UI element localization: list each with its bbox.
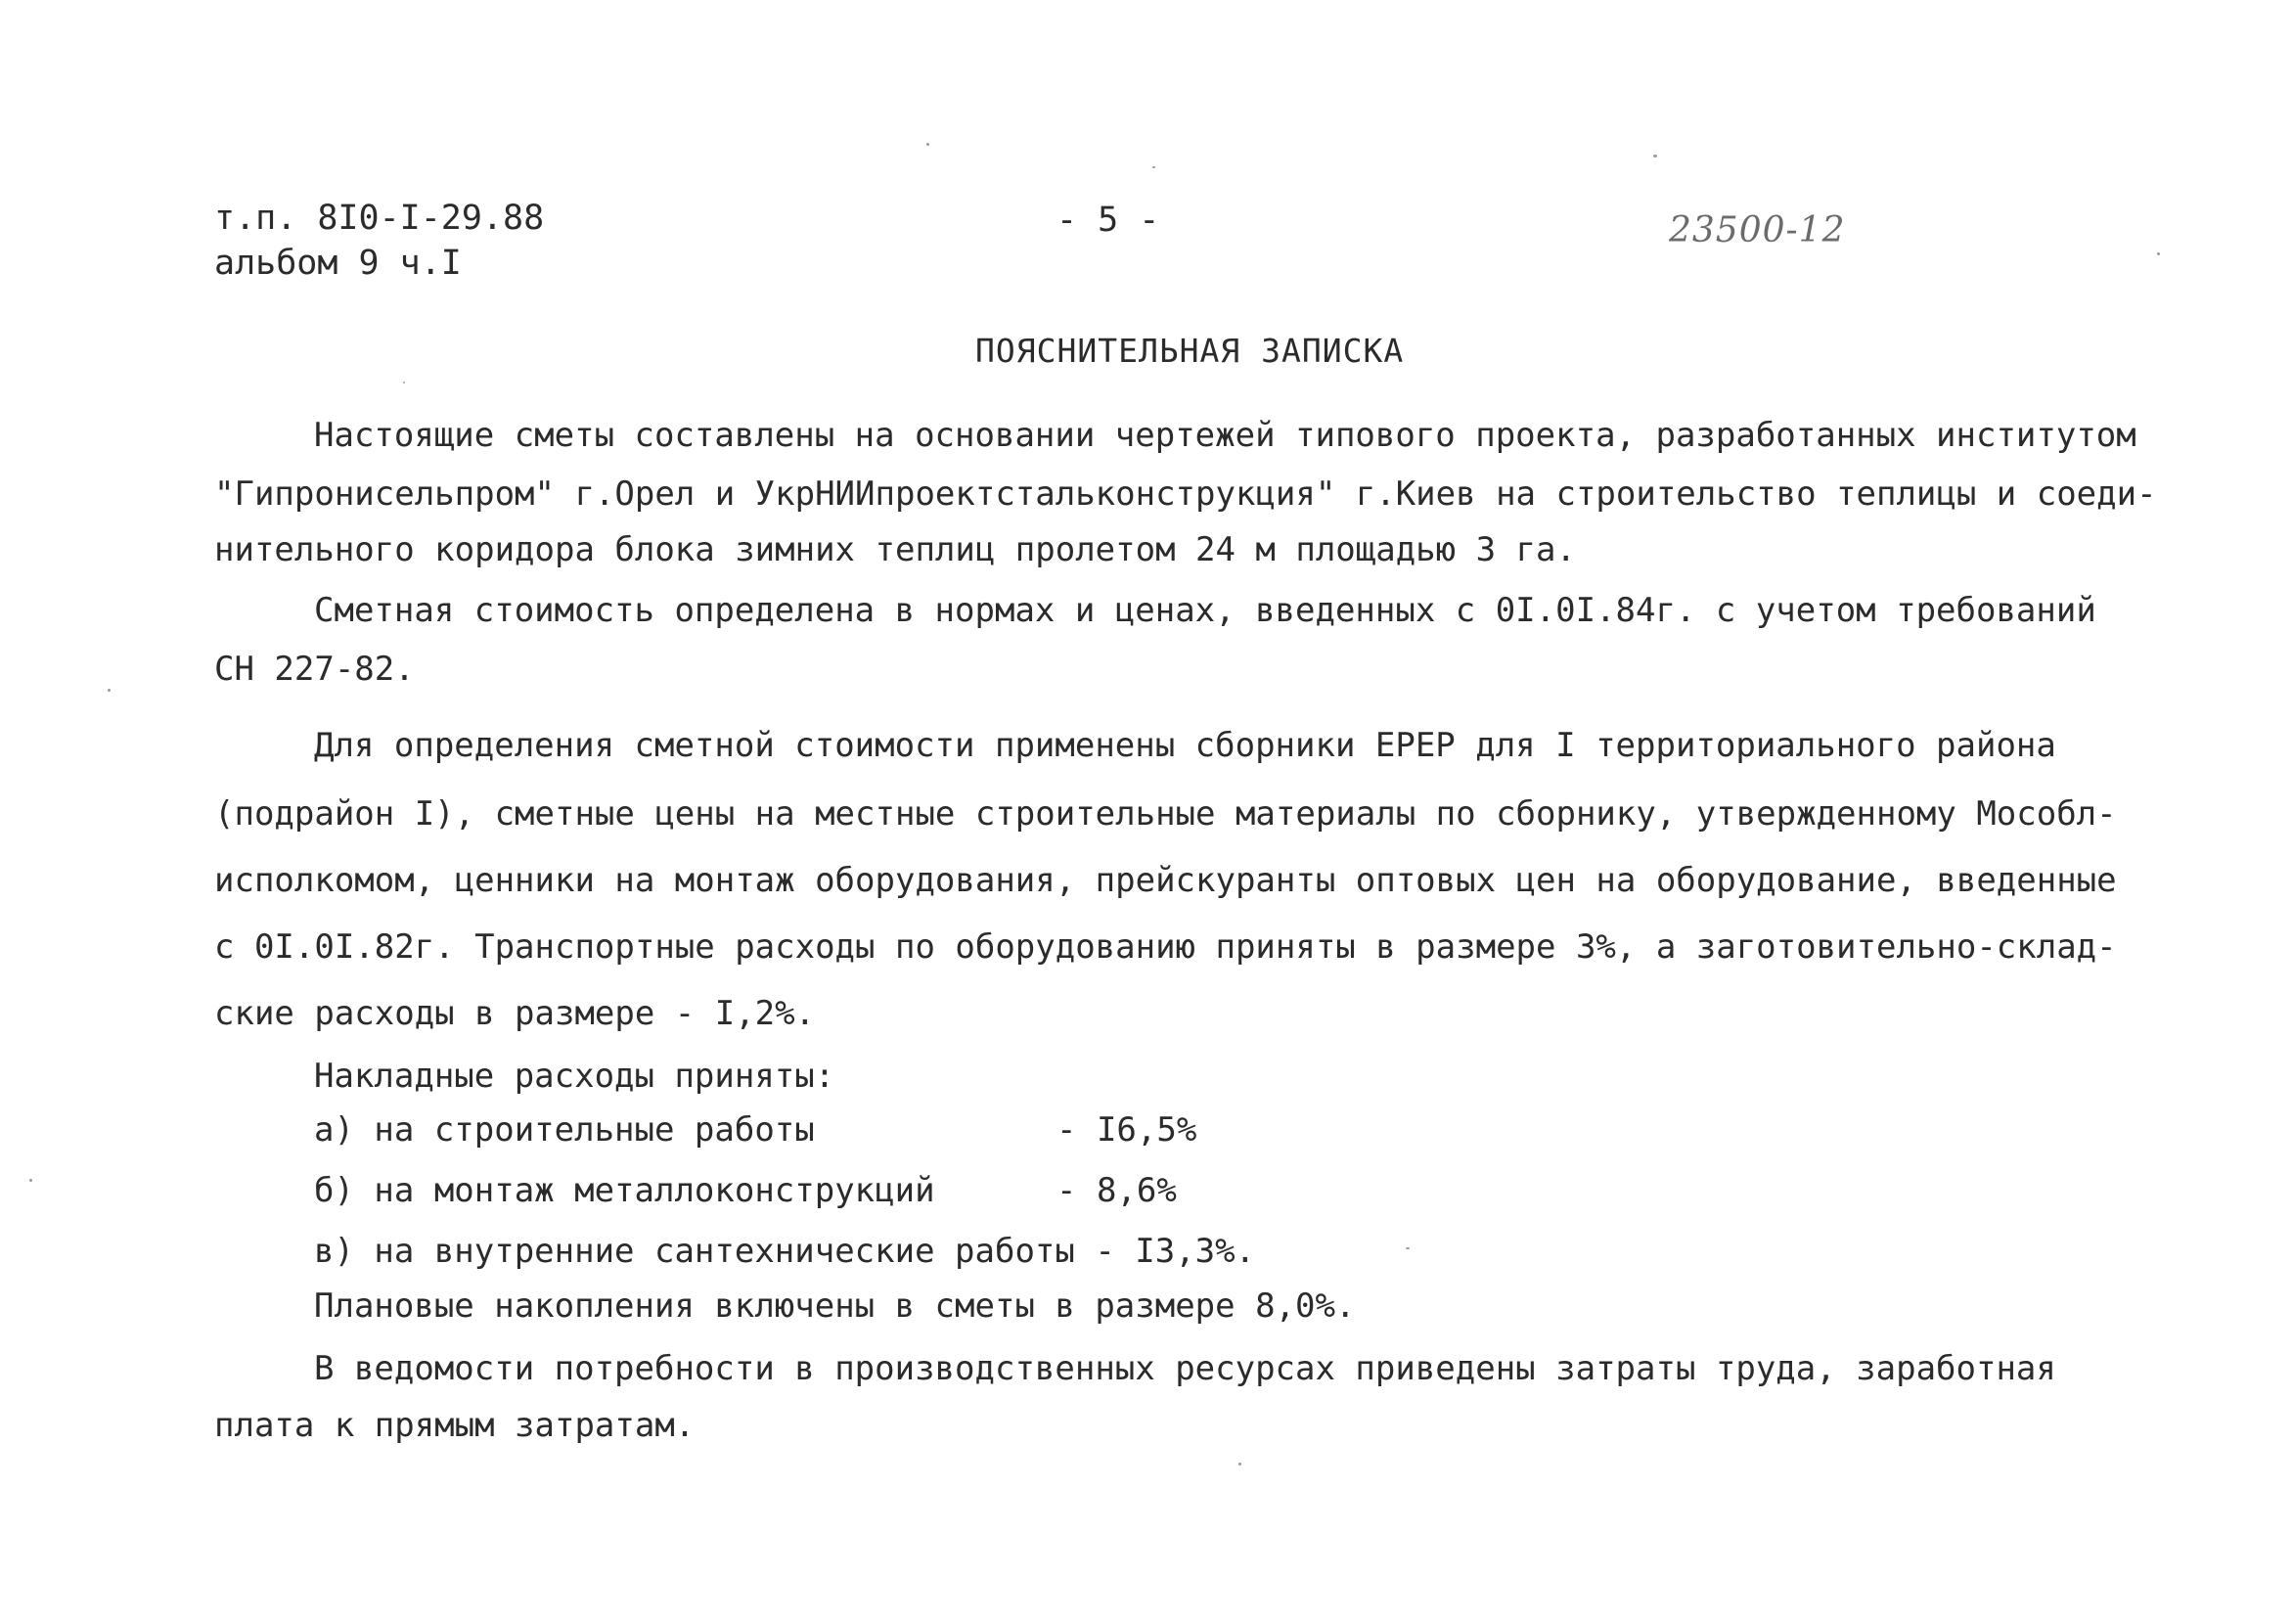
paragraph-line: ские расходы в размере - I,2%. [214, 994, 816, 1033]
paragraph-line: Для определения сметной стоимости применены сборники ЕРЕР для I территориального района [314, 726, 2056, 765]
scan-speck [108, 689, 111, 692]
scan-speck [2157, 252, 2160, 255]
scan-speck [926, 143, 929, 146]
paragraph-line: "Гипронисельпром" г.Орел и УкрНИИпроектстальконструкция" г.Киев на строительство теплицы и соеди- [214, 474, 2157, 514]
paragraph-line: плата к прямым затратам. [214, 1406, 696, 1445]
overhead-item-label: а) на строительные работы [314, 1110, 815, 1150]
scan-speck [1406, 1247, 1410, 1249]
overhead-item-label: б) на монтаж металлоконструкций [314, 1171, 935, 1210]
savings-line: Плановые накопления включены в сметы в размере 8,0%. [314, 1286, 1356, 1326]
paragraph-line: исполкомом, ценники на монтаж оборудования, прейскуранты оптовых цен на оборудование, введенные [214, 861, 2117, 900]
overhead-item-label: в) на внутренние сантехнические работы - I3,3%. [314, 1232, 1256, 1271]
overhead-item-value: - 8,6% [1056, 1171, 1177, 1210]
scan-speck [1152, 166, 1155, 168]
overhead-item-value: - I6,5% [1056, 1110, 1197, 1150]
overhead-heading: Накладные расходы приняты: [314, 1057, 835, 1096]
page-number: - 5 - [1056, 201, 1160, 240]
paragraph-line: В ведомости потребности в производственных ресурсах приведены затраты труда, заработная [314, 1349, 2056, 1388]
paragraph-line: нительного коридора блока зимних теплиц пролетом 24 м площадью 3 га. [214, 530, 1576, 569]
scan-speck [403, 382, 405, 383]
paragraph-line: с 0I.0I.82г. Транспортные расходы по оборудованию приняты в размере 3%, а заготовительно-склад- [214, 927, 2117, 967]
scan-speck [1238, 1463, 1241, 1466]
paragraph-line: Сметная стоимость определена в нормах и ценах, введенных с 0I.0I.84г. с учетом требований [314, 591, 2096, 630]
paragraph-line: Настоящие сметы составлены на основании чертежей типового проекта, разработанных институтом [314, 416, 2136, 455]
paragraph-line: (подрайон I), сметные цены на местные строительные материалы по сборнику, утвержденному Мособл- [214, 794, 2117, 834]
paragraph-line: СН 227-82. [214, 650, 415, 689]
doc-number: т.п. 8I0-I-29.88 [214, 199, 545, 238]
album-label: альбом 9 ч.I [214, 244, 462, 283]
stamp-number: 23500-12 [1669, 210, 1846, 250]
document-title: ПОЯСНИТЕЛЬНАЯ ЗАПИСКА [975, 332, 1405, 370]
scan-speck [29, 1179, 32, 1182]
scan-speck [1653, 155, 1657, 158]
